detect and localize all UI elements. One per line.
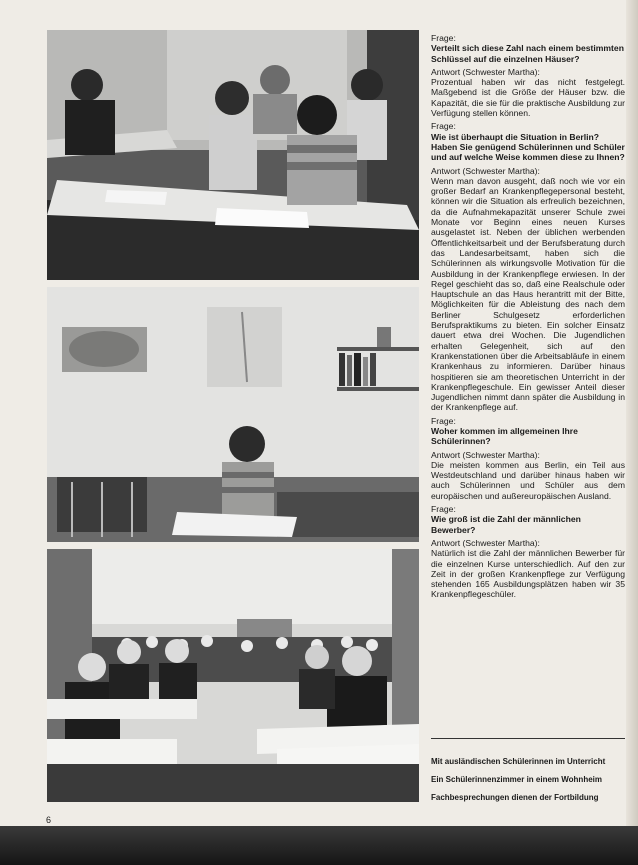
answer-label: Antwort (Schwester Martha): (431, 449, 540, 460)
question-label: Frage: (431, 121, 456, 132)
question-label: Frage: (431, 415, 456, 426)
page-number: 6 (46, 815, 52, 825)
classroom-photo (47, 30, 419, 280)
question-label: Frage: (431, 33, 456, 43)
answer-text: Natürlich ist die Zahl der männlichen Bewerber für die einzelnen Kurse unterschiedlich. Auf den zur Zeit in der großen Krankenpflege zur Verfügung stehenden 165 Ausbildungsplätzen haben wir 35 Krankenpflegeschüler. (431, 548, 625, 600)
qa-block-2 (431, 121, 625, 412)
question-text: Verteilt sich diese Zahl nach einem bestimmten Schlüssel auf die einzelnen Häuser? (431, 43, 624, 64)
answer-text: Wenn man davon ausgeht, daß noch wie vor ein großer Bedarf an Krankenpflegepersonal besteht, können wir die Situation als erfreulich bezeichnen, da die Aufnahmekapazität unserer Schule zwei Monate vor Beginn eines neuen Kurses ausgelastet ist. Neben der üblichen werbenden Öffentlichkeitsarbeit und der Berufsberatung durch das Landesarbeitsamt, haben sich die Schülerinnen als wirkungsvolle Motivation für die Ausbildung in der Krankenpflege erwiesen. In der Regel geschieht das so, daß eine Realschule oder Hauptschule an das Haus herantritt mit der Bitte, Möglichkeiten für die Ableistung des nach dem Berliner Schulgesetz erforderlichen Berufspraktikums zu bieten. Ein solcher Einsatz dauert etwa drei Wochen. Die Jugendlichen erhalten Gelegenheit, sich auf den Krankenstationen über die Arbeitsabläufe in einem Krankenhaus zu informieren. Darüber hinaus hospitieren sie am theoretischen Unterricht in der Krankenpflegeschule. Ein gewisser Anteil dieser Jugendlichen nimmt dann später die Ausbildung in der Krankenpflege auf. (431, 175, 625, 413)
answer-label: Antwort (Schwester Martha): (431, 537, 540, 548)
answer-text: Die meisten kommen aus Berlin, ein Teil aus Westdeutschland und darüber hinaus haben wir auch Schülerinnen und Schüler aus dem europäischen und außereuropäischen Ausland. (431, 459, 625, 501)
answer-text: Prozentual haben wir das nicht festgelegt. Maßgebend ist die Größe der Häuser bzw. die Kapazität, die sie für die praktische Ausbildung zur Verfügung stellen können. (431, 77, 625, 119)
caption-photo-1: Mit ausländischen Schülerinnen im Unterricht (431, 757, 606, 766)
qa-block-1 (431, 33, 625, 118)
caption-divider (431, 738, 625, 739)
dormitory-room-photo (47, 287, 419, 542)
qa-block-3 (431, 416, 625, 501)
lecture-hall-photo (47, 549, 419, 802)
question-text: Wie groß ist die Zahl der männlichen Bewerber? (431, 514, 581, 535)
question-text: Wie ist überhaupt die Situation in Berlin? Haben Sie genügend Schülerinnen und Schüler und auf welche Weise kommen diese zu Ihnen? (431, 131, 625, 163)
answer-label: Antwort (Schwester Martha): (431, 66, 540, 77)
caption-photo-3: Fachbesprechungen dienen der Fortbildung (431, 793, 599, 802)
caption-photo-2: Ein Schülerinnenzimmer in einem Wohnheim (431, 775, 602, 784)
scan-bottom-edge (0, 826, 638, 865)
interview-column (431, 30, 625, 600)
question-text: Woher kommen im allgemeinen Ihre Schülerinnen? (431, 425, 578, 447)
answer-label: Antwort (Schwester Martha): (431, 165, 540, 176)
qa-block-4 (431, 504, 625, 600)
page-edge-shadow (626, 0, 638, 826)
question-label: Frage: (431, 504, 456, 515)
